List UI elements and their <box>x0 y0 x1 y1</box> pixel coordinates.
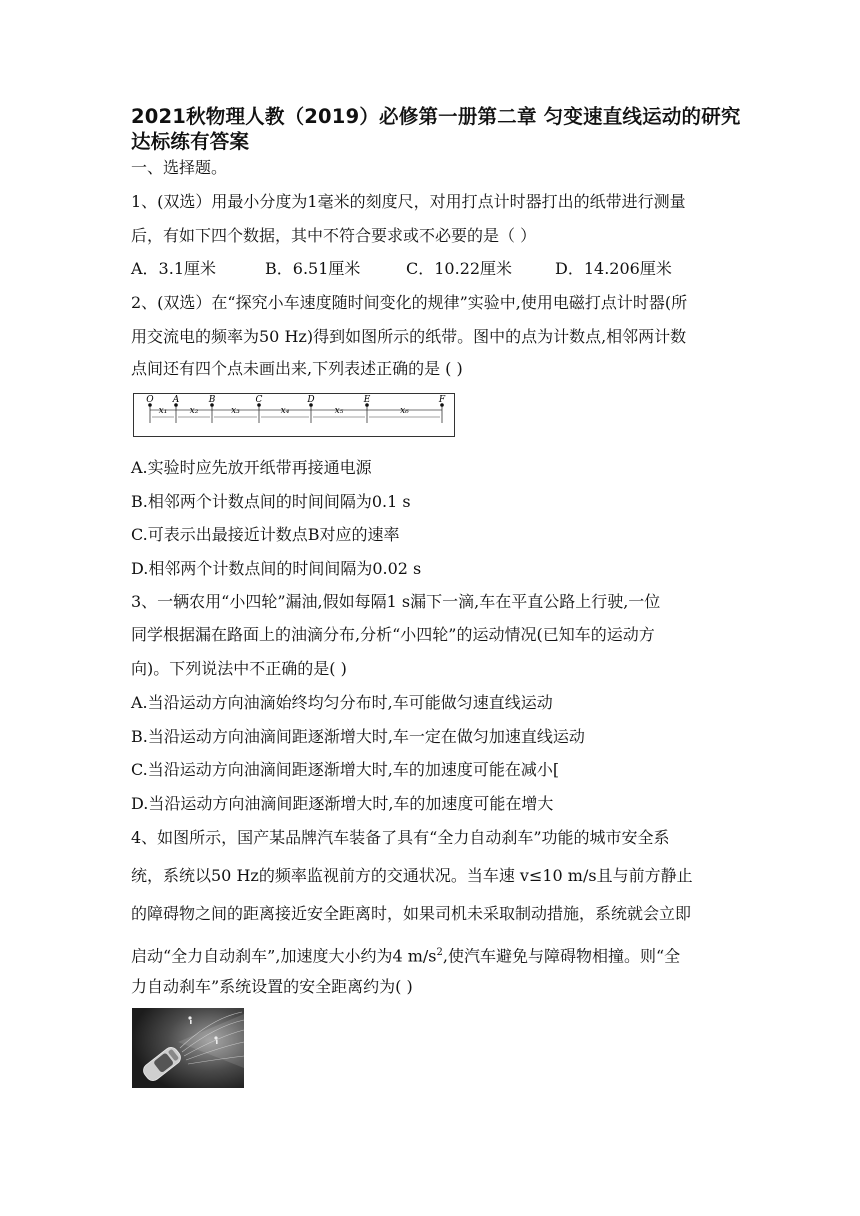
q3-line-2: 同学根据漏在路面上的油滴分布,分析“小四轮”的运动情况(已知车的运动方 <box>131 625 655 644</box>
q2-option-d: D.相邻两个计数点间的时间间隔为0.02 s <box>131 559 422 578</box>
q2-option-c: C.可表示出最接近计数点B对应的速率 <box>131 525 400 544</box>
paper-tape-figure <box>133 393 455 437</box>
car-braking-photo <box>132 1008 244 1088</box>
tape-point-label: A <box>172 395 180 405</box>
q1-option-b: B．6.51厘米 <box>265 259 361 278</box>
q4-line-4-text-end: ,使汽车避免与障碍物相撞。则“全 <box>442 946 681 966</box>
pedestrian-2 <box>214 1036 217 1039</box>
q2-line-1: 2、(双选）在“探究小车速度随时间变化的规律”实验中,使用电磁打点计时器(所 <box>131 293 688 312</box>
q4-line-4-exponent: 2 <box>436 947 443 958</box>
q2-option-b: B.相邻两个计数点间的时间间隔为0.1 s <box>131 492 411 511</box>
tape-segment-label: x₁ <box>158 406 168 416</box>
document-title: 2021秋物理人教（2019）必修第一册第二章 匀变速直线运动的研究达标练有答案 <box>131 105 741 153</box>
q3-line-1: 3、一辆农用“小四轮”漏油,假如每隔1 s漏下一滴,车在平直公路上行驶,一位 <box>131 592 661 611</box>
tape-point-label: D <box>307 395 315 405</box>
tape-segment-label: x₂ <box>189 406 199 416</box>
tape-segment-label: x₅ <box>334 406 344 416</box>
q3-option-b: B.当沿运动方向油滴间距逐渐增大时,车一定在做匀加速直线运动 <box>131 727 585 746</box>
q3-option-d: D.当沿运动方向油滴间距逐渐增大时,车的加速度可能在增大 <box>131 794 554 813</box>
q2-option-a: A.实验时应先放开纸带再接通电源 <box>131 458 372 477</box>
section-heading: 一、选择题。 <box>131 158 228 177</box>
tape-point-label: B <box>208 395 216 405</box>
q4-line-3: 的障碍物之间的距离接近安全距离时，如果司机未采取制动措施，系统就会立即 <box>131 904 692 923</box>
q3-option-c: C.当沿运动方向油滴间距逐渐增大时,车的加速度可能在减小[ <box>131 760 560 779</box>
q3-line-3: 向)。下列说法中不正确的是( ) <box>131 659 347 678</box>
q4-line-2: 统，系统以50 Hz的频率监视前方的交通状况。当车速 v≤10 m/s且与前方静止 <box>131 866 693 885</box>
tape-point-label: F <box>438 395 446 405</box>
tape-point-label: E <box>363 395 371 405</box>
q1-line-1: 1、(双选）用最小分度为1毫米的刻度尺，对用打点计时器打出的纸带进行测量 <box>131 192 686 211</box>
q1-option-c: C．10.22厘米 <box>406 259 513 278</box>
q4-line-4-text: 启动“全力自动刹车”,加速度大小约为4 m/s <box>131 946 437 966</box>
tape-segment-label: x₄ <box>280 406 290 416</box>
tape-point-label: C <box>255 395 263 405</box>
q1-options <box>131 258 672 280</box>
q1-line-2: 后，有如下四个数据，其中不符合要求或不必要的是（ ） <box>131 226 537 245</box>
q4-line-5: 力自动刹车”系统设置的安全距离约为( ) <box>131 977 413 996</box>
tape-segment-label: x₆ <box>400 406 409 416</box>
tape-segment-label: x₃ <box>231 406 240 416</box>
q2-line-2: 用交流电的频率为50 Hz)得到如图所示的纸带。图中的点为计数点,相邻两计数 <box>131 327 687 346</box>
q4-line-4 <box>131 942 680 967</box>
pedestrian-1 <box>188 1016 191 1019</box>
q2-line-3: 点间还有四个点未画出来,下列表述正确的是 ( ) <box>131 359 463 378</box>
tape-point-label: O <box>146 395 154 405</box>
q1-option-a: A．3.1厘米 <box>131 259 217 278</box>
q3-option-a: A.当沿运动方向油滴始终均匀分布时,车可能做匀速直线运动 <box>131 693 553 712</box>
q1-option-d: D．14.206厘米 <box>555 259 672 278</box>
q4-line-1: 4、如图所示，国产某品牌汽车装备了具有“全力自动刹车”功能的城市安全系 <box>131 828 670 847</box>
